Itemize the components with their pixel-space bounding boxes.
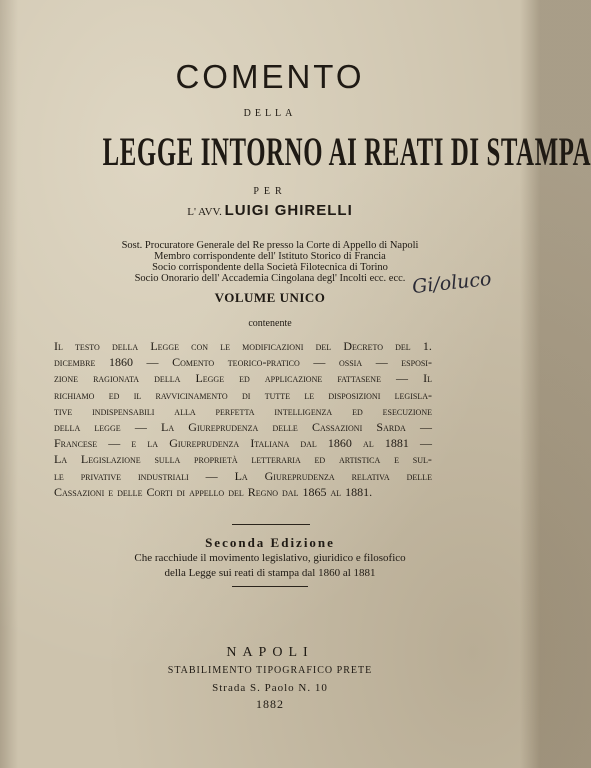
contents-word: del: [228, 484, 244, 499]
contents-word: della: [54, 419, 81, 434]
contents-word: ragionata: [93, 371, 140, 386]
contents-word: La: [54, 452, 68, 467]
contents-word: disposizioni: [328, 387, 381, 402]
contents-word: Legge: [150, 339, 179, 353]
publisher-address: Strada S. Paolo N. 10: [212, 682, 328, 694]
contents-word: 1860: [327, 436, 352, 451]
contents-word: le: [54, 468, 64, 483]
contents-word: Corti: [146, 484, 173, 499]
contents-word: Italiana: [250, 436, 290, 451]
author-credential: Socio corrispondente della Società Filotecnica di Torino: [152, 262, 388, 273]
contents-word: Giureprudenza: [188, 419, 259, 434]
contents-word: Decreto: [343, 339, 383, 353]
contents-line: [54, 387, 432, 403]
contents-word: e: [394, 452, 399, 467]
contents-word: Comento: [172, 355, 215, 370]
contents-word: legge: [94, 419, 121, 434]
contents-word: le: [220, 339, 230, 353]
contents-word: —: [205, 468, 218, 483]
contents-word: Giureprudenza: [264, 468, 335, 483]
contents-word: richiamo: [54, 387, 95, 402]
author-credential: Socio Onorario dell' Accademia Cingolana degl' Incolti ecc. ecc.: [134, 273, 406, 284]
contents-word: artistica: [339, 452, 381, 467]
contents-word: modificazioni: [242, 339, 304, 353]
contents-word: —: [375, 355, 388, 370]
contents-description: [54, 338, 432, 500]
contents-word: Francese: [54, 436, 98, 451]
publication-city: NAPOLI: [226, 645, 314, 660]
contents-word: della: [111, 339, 139, 353]
author-line: [0, 202, 540, 219]
author-prefix: L' AVV.: [187, 206, 222, 218]
contents-word: dal: [300, 436, 317, 451]
contents-word: il: [133, 387, 142, 402]
contents-word: Legislazione: [80, 452, 141, 467]
contents-word: applicazione: [264, 371, 323, 386]
divider-rule: [232, 586, 308, 587]
edition-label: Seconda Edizione: [205, 535, 335, 550]
contents-word: ed: [314, 452, 326, 467]
contents-word: —: [313, 355, 326, 370]
contents-word: di: [241, 387, 251, 402]
contents-line: [54, 484, 432, 500]
contents-word: industriali: [138, 468, 189, 483]
contents-word: della: [154, 371, 181, 386]
contents-word: la: [147, 436, 159, 451]
author-name: LUIGI GHIRELLI: [224, 202, 353, 219]
contents-word: letteraria: [251, 452, 301, 467]
contents-word: —: [419, 436, 432, 451]
book-title: COMENTO: [175, 58, 365, 95]
edition-description: della Legge sui reati di stampa dal 1860 al 1881: [164, 567, 376, 579]
contents-word: appello: [189, 484, 225, 499]
contents-line: [54, 338, 432, 354]
contents-word: relativa: [351, 468, 390, 483]
contents-word: La: [234, 468, 248, 483]
contents-word: dicembre: [54, 355, 96, 370]
contents-word: ed: [239, 371, 250, 386]
book-subtitle: LEGGE INTORNO AI REATI DI STAMPA: [102, 129, 591, 174]
contents-word: al: [363, 436, 374, 451]
contents-word: alla: [174, 403, 196, 418]
contents-word: ed: [108, 387, 120, 402]
edition-description: Che racchiude il movimento legislativo, giuridico e filosofico: [134, 552, 406, 564]
contents-intro: contenente: [248, 318, 292, 329]
author-credential: Membro corrispondente dell' Istituto Storico di Francia: [154, 251, 386, 262]
contents-word: 1881.: [345, 484, 373, 499]
contents-word: tutte: [264, 387, 291, 402]
volume-label: VOLUME UNICO: [214, 290, 326, 305]
contents-word: del: [315, 339, 332, 353]
contents-word: Legge: [195, 371, 225, 386]
contents-word: zione: [54, 371, 78, 386]
contents-word: ossia: [338, 355, 363, 370]
contents-word: 1865: [302, 484, 327, 499]
contents-word: sulla: [154, 452, 181, 467]
contents-line: [54, 354, 432, 370]
contents-word: ravvicinamento: [155, 387, 228, 402]
contents-word: proprietà: [194, 452, 238, 467]
contents-word: Sarda: [376, 419, 406, 434]
contents-word: al: [330, 484, 342, 499]
contents-line: [54, 468, 432, 484]
contents-line: [54, 419, 432, 435]
contents-word: esecuzione: [382, 403, 432, 418]
publisher-name: STABILIMENTO TIPOGRAFICO PRETE: [167, 665, 373, 676]
contents-word: delle: [406, 468, 432, 483]
contents-word: intelligenza: [274, 403, 333, 418]
author-credential: Sost. Procuratore Generale del Re presso la Corte di Appello di Napoli: [121, 240, 419, 251]
contents-word: —: [134, 419, 147, 434]
contents-word: Cassazioni: [312, 419, 363, 434]
contents-word: Il: [423, 371, 432, 386]
contents-line: [54, 370, 432, 386]
contents-word: ed: [352, 403, 363, 418]
contents-word: testo: [75, 339, 100, 353]
contents-word: La: [161, 419, 175, 434]
contents-word: 1.: [422, 339, 432, 353]
contents-word: e: [131, 436, 137, 451]
contents-word: dal: [282, 484, 299, 499]
contents-word: e: [108, 484, 114, 499]
contents-word: Cassazioni: [54, 484, 105, 499]
contents-word: perfetta: [215, 403, 255, 418]
contents-word: —: [146, 355, 159, 370]
contents-word: tive: [54, 403, 73, 418]
contents-word: 1881: [384, 436, 409, 451]
contents-word: privative: [80, 468, 122, 483]
divider-rule: [232, 524, 310, 525]
contents-word: sul-: [412, 452, 432, 467]
by-line-connector: PER: [253, 186, 287, 197]
contents-word: delle: [117, 484, 143, 499]
contents-word: 1860: [108, 355, 133, 370]
handwritten-note: Gi/oluco: [411, 267, 493, 299]
contents-line: [54, 403, 432, 419]
contents-word: —: [396, 371, 409, 386]
contents-word: con: [191, 339, 209, 353]
contents-word: legisla-: [394, 387, 432, 402]
contents-word: teorico-pratico: [227, 355, 300, 370]
contents-line: [54, 451, 432, 467]
contents-word: Il: [54, 339, 63, 353]
contents-word: del: [395, 339, 411, 353]
publication-year: 1882: [256, 697, 284, 711]
contents-word: esposi-: [401, 355, 432, 370]
title-connector: DELLA: [243, 108, 297, 119]
contents-line: [54, 435, 432, 451]
contents-word: delle: [272, 419, 298, 434]
contents-word: di: [176, 484, 186, 499]
contents-word: fattasene: [337, 371, 381, 386]
contents-word: le: [304, 387, 315, 402]
contents-word: Regno: [247, 484, 279, 499]
contents-word: Giureprudenza: [169, 436, 240, 451]
contents-word: —: [108, 436, 121, 451]
contents-word: —: [419, 419, 432, 434]
contents-word: indispensabili: [92, 403, 155, 418]
